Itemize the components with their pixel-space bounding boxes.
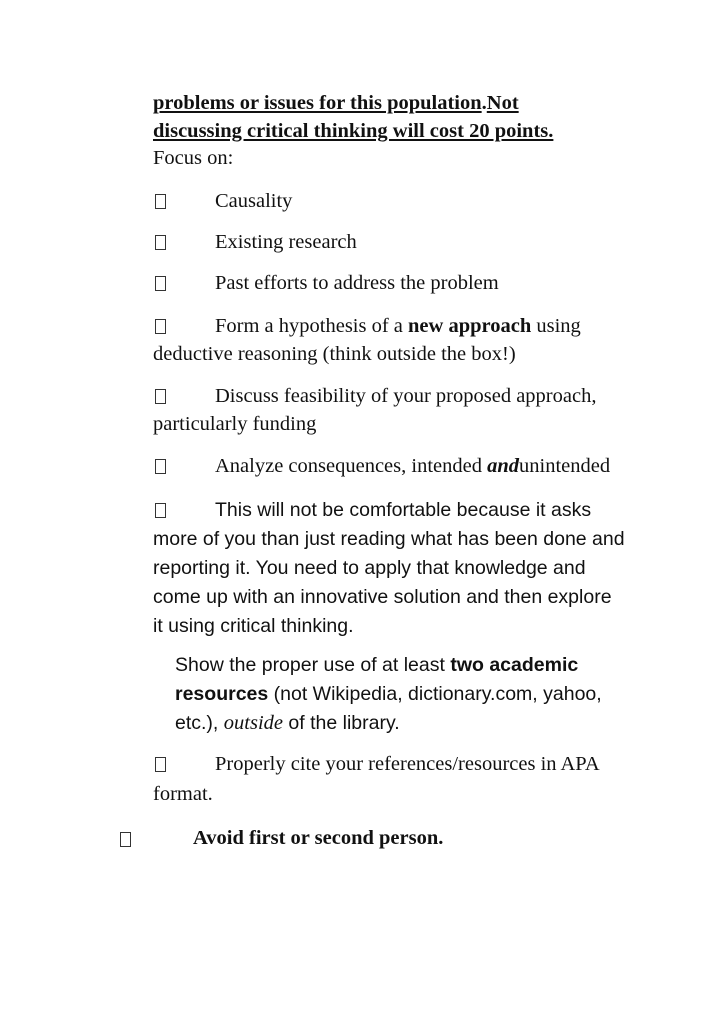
resources-line-3 <box>175 710 400 736</box>
intro-period: . <box>481 92 487 114</box>
bullet-cite-line-2: format. <box>153 783 213 805</box>
bullet-comfort-line-5: it using critical thinking. <box>153 615 354 637</box>
bullet-box-icon <box>155 194 166 209</box>
bullet-box-icon <box>120 832 131 847</box>
bullet-feasibility-line-1: Discuss feasibility of your proposed approach, <box>215 385 597 407</box>
bullet-comfort-line-2: more of you than just reading what has been done and <box>153 528 625 550</box>
bullet-box-icon <box>155 757 166 772</box>
bullet-comfort-line-1: This will not be comfortable because it asks <box>215 499 592 521</box>
hypothesis-pre: Form a hypothesis of a <box>215 315 409 337</box>
bullet-hypothesis-line-1 <box>215 313 581 339</box>
bullet-hypothesis-line-2: deductive reasoning (think outside the box!) <box>153 343 516 365</box>
bullet-past-efforts: Past efforts to address the problem <box>215 272 499 294</box>
resources-bold-2: resources <box>175 683 269 705</box>
bullet-box-icon <box>155 503 166 518</box>
bullet-comfort-line-3: reporting it. You need to apply that knowledge and <box>153 557 586 579</box>
bullet-cite-line-1: Properly cite your references/resources in APA <box>215 753 600 775</box>
resources-line-2 <box>175 681 602 707</box>
bullet-existing-research: Existing research <box>215 231 357 253</box>
hypothesis-bold: new approach <box>408 315 532 337</box>
bullet-feasibility-line-2: particularly funding <box>153 413 317 435</box>
bullet-consequences <box>215 453 610 479</box>
resources-bold-1: two academic <box>450 654 579 676</box>
intro-underlined-text: problems or issues for this population <box>153 92 482 114</box>
resources-outside: outside <box>223 712 283 734</box>
intro-line-1 <box>153 90 519 116</box>
bullet-box-icon <box>155 459 166 474</box>
intro-line-2: discussing critical thinking will cost 20 points. <box>153 120 554 142</box>
consequences-post: unintended <box>519 455 611 477</box>
bullet-causality: Causality <box>215 190 293 212</box>
consequences-and: and <box>487 455 519 477</box>
resources-line-1 <box>175 652 578 678</box>
bullet-box-icon <box>155 389 166 404</box>
intro-not-text: Not <box>486 92 519 114</box>
consequences-pre: Analyze consequences, intended <box>215 455 488 477</box>
bullet-comfort-line-4: come up with an innovative solution and then explore <box>153 586 612 608</box>
focus-label: Focus on: <box>153 147 234 169</box>
bullet-box-icon <box>155 276 166 291</box>
resources-line-3-pre: etc.), <box>175 712 224 734</box>
hypothesis-post: using <box>531 315 581 337</box>
resources-line-2-post: (not Wikipedia, dictionary.com, yahoo, <box>268 683 602 705</box>
bullet-box-icon <box>155 319 166 334</box>
resources-line-3-post: of the library. <box>282 712 400 734</box>
bullet-box-icon <box>155 235 166 250</box>
resources-pre: Show the proper use of at least <box>175 654 451 676</box>
bullet-avoid: Avoid first or second person. <box>193 827 444 849</box>
